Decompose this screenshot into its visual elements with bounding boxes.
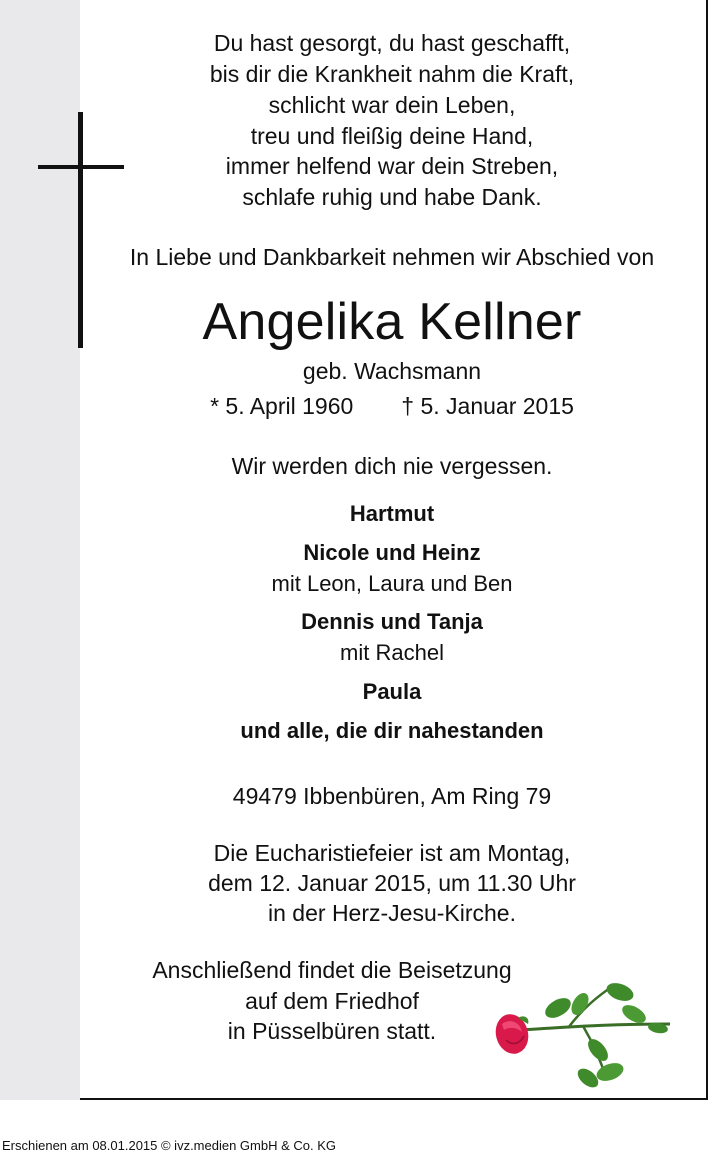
family-name: Hartmut xyxy=(349,501,435,526)
family-name: Nicole und Heinz xyxy=(303,540,481,565)
family-name: Paula xyxy=(362,679,422,704)
life-dates xyxy=(88,392,696,420)
poem-line: schlicht war dein Leben, xyxy=(268,92,516,118)
address: 49479 Ibbenbüren, Am Ring 79 xyxy=(232,783,552,809)
intro-text: In Liebe und Dankbarkeit nehmen wir Abschied von xyxy=(129,244,655,270)
maiden-name: geb. Wachsmann xyxy=(302,358,482,384)
family-sub: mit Rachel xyxy=(340,640,444,665)
deceased-name: Angelika Kellner xyxy=(202,293,582,351)
remembrance-text: Wir werden dich nie vergessen. xyxy=(231,453,553,479)
burial-line: in Püsselbüren statt. xyxy=(227,1018,437,1044)
death-date: † 5. Januar 2015 xyxy=(401,393,574,419)
service-line: dem 12. Januar 2015, um 11.30 Uhr xyxy=(208,870,576,896)
poem-line: Du hast gesorgt, du hast geschafft, xyxy=(213,30,571,56)
poem-line: schlafe ruhig und habe Dank. xyxy=(242,184,542,210)
poem-line: immer helfend war dein Streben, xyxy=(225,153,559,179)
service-line: in der Herz-Jesu-Kirche. xyxy=(268,900,516,926)
rose-icon xyxy=(488,978,678,1096)
burial-line: Anschließend findet die Beisetzung xyxy=(152,957,512,983)
service-line: Die Eucharistiefeier ist am Montag, xyxy=(213,840,571,866)
family-sub: mit Leon, Laura und Ben xyxy=(271,571,513,596)
family-name: Dennis und Tanja xyxy=(301,609,483,634)
burial-line: auf dem Friedhof xyxy=(245,988,419,1014)
family-name: und alle, die dir nahestanden xyxy=(240,718,544,743)
birth-date: * 5. April 1960 xyxy=(210,393,354,419)
poem-line: treu und fleißig deine Hand, xyxy=(250,123,534,149)
cross-icon-vertical xyxy=(78,112,83,348)
poem-line: bis dir die Krankheit nahm die Kraft, xyxy=(209,61,575,87)
publication-footer: Erschienen am 08.01.2015 © ivz.medien GmbH & Co. KG xyxy=(2,1138,337,1153)
